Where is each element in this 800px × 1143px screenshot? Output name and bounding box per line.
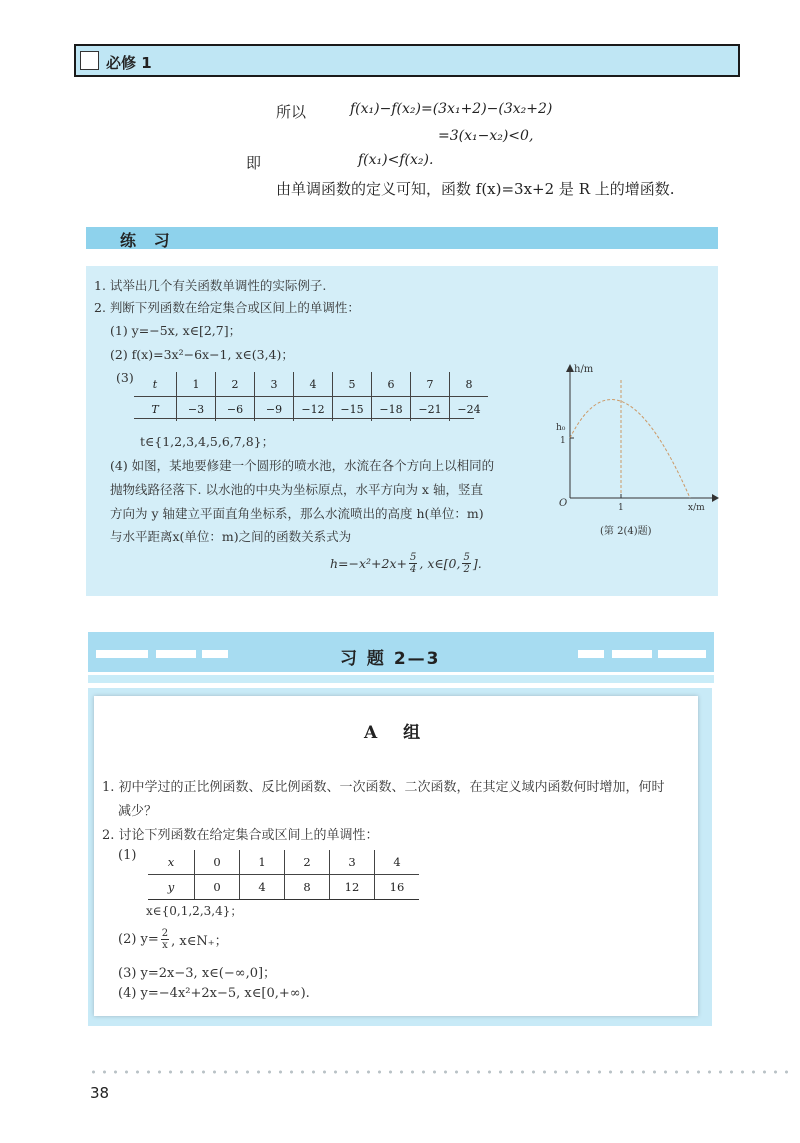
formula-part: , x∈[0,	[419, 556, 461, 571]
parabola-figure	[550, 358, 720, 548]
fraction-denominator: 4	[410, 564, 417, 575]
table-cell: −3	[177, 397, 216, 422]
fraction-numerator: 5	[410, 552, 417, 563]
table-cell: 12	[330, 875, 375, 900]
formula-fraction	[161, 928, 169, 951]
practice-q2-4-line3: 方向为 y 轴建立平面直角坐标系，那么水流喷出的高度 h(单位：m)	[110, 506, 484, 521]
fraction-numerator: 2	[161, 928, 169, 939]
table-head: y	[148, 875, 195, 900]
practice-divider	[86, 249, 718, 266]
exercise-q2-1-domain: x∈{0,1,2,3,4}；	[146, 904, 243, 918]
table-cell: −15	[333, 397, 372, 422]
header-square-icon	[80, 51, 99, 70]
table-cell: 4	[240, 875, 285, 900]
table-cell: 3	[330, 850, 375, 875]
table-head: x	[148, 850, 195, 875]
practice-q2-1: (1) y=−5x, x∈[2,7]；	[110, 323, 242, 338]
exercise-q2-2	[118, 928, 228, 951]
formula-fraction	[462, 552, 470, 575]
practice-q2-4-line2: 抛物线路径落下. 以水池的中央为坐标原点，水平方向为 x 轴，竖直	[110, 482, 483, 497]
proof-expr-1: f(x₁)−f(x₂)=(3x₁+2)−(3x₂+2)	[350, 101, 553, 117]
practice-q2-3-label: (3)	[116, 370, 134, 385]
footer-dotted-rule	[88, 1070, 792, 1074]
practice-q2-4-line4: 与水平距离x(单位：m)之间的函数关系式为	[110, 529, 352, 544]
table-cell: 3	[255, 372, 294, 397]
proof-label-3: 即	[246, 154, 262, 172]
table-cell: 0	[195, 875, 240, 900]
proof-expr-2: =3(x₁−x₂)<0,	[438, 128, 534, 144]
banner-dash	[96, 650, 148, 658]
table-cell: 4	[294, 372, 333, 397]
table-cell: 0	[195, 850, 240, 875]
table-cell: 6	[372, 372, 411, 397]
exercise-q2-1-label: (1)	[118, 848, 137, 863]
practice-title: 练 习	[120, 231, 176, 250]
y-one-label: 1	[560, 436, 566, 446]
formula-fraction	[409, 552, 417, 575]
group-a-title: A 组	[364, 723, 431, 743]
y-axis-arrow-icon	[566, 364, 574, 372]
fraction-numerator: 5	[463, 552, 470, 563]
practice-q1: 1. 试举出几个有关函数单调性的实际例子.	[94, 278, 327, 293]
proof-label-1: 所以	[276, 103, 307, 121]
exercise-q2: 2. 讨论下列函数在给定集合或区间上的单调性：	[102, 828, 379, 843]
table-row	[134, 372, 488, 397]
x-one-label: 1	[618, 503, 624, 513]
y-axis-label: h/m	[574, 364, 594, 375]
table-cell: −9	[255, 397, 294, 422]
banner-dash	[202, 650, 228, 658]
table-cell: 5	[333, 372, 372, 397]
table-bottom-rule	[134, 418, 474, 419]
practice-q2-2: (2) f(x)=3x²−6x−1, x∈(3,4)；	[110, 347, 294, 362]
table-cell: −21	[411, 397, 450, 422]
exercise-table	[148, 850, 419, 900]
table-cell: 16	[375, 875, 420, 900]
table-cell: 7	[411, 372, 450, 397]
practice-table	[134, 372, 488, 421]
practice-q2-3-domain: t∈{1,2,3,4,5,6,7,8}；	[140, 434, 275, 449]
exercise-q1-line1: 1. 初中学过的正比例函数、反比例函数、一次函数、二次函数，在其定义域内函数何时增加，何时	[102, 780, 665, 795]
fraction-denominator: x	[162, 940, 168, 951]
parabola-curve	[570, 400, 690, 498]
table-cell: −18	[372, 397, 411, 422]
figure-caption: (第 2(4)题)	[600, 526, 652, 537]
table-cell: 2	[216, 372, 255, 397]
table-cell: 8	[450, 372, 489, 397]
page-number: 38	[90, 1084, 110, 1102]
table-head: t	[134, 372, 177, 397]
header-title: 必修 1	[106, 54, 152, 72]
table-cell: 8	[285, 875, 330, 900]
practice-header-band	[86, 227, 718, 249]
table-cell: −12	[294, 397, 333, 422]
exercise-banner-title: 习 题 2—3	[340, 649, 441, 669]
formula-part: (2) y=	[118, 932, 159, 947]
h0-label: h₀	[556, 423, 566, 433]
origin-label: O	[559, 498, 568, 509]
table-row	[148, 875, 419, 900]
exercise-q1-line2: 减少？	[118, 804, 158, 819]
table-head: T	[151, 402, 159, 416]
header-bar	[74, 44, 740, 77]
table-cell: 1	[240, 850, 285, 875]
banner-dash	[612, 650, 652, 658]
formula-part: h=−x²+2x+	[330, 556, 408, 571]
banner-dash	[658, 650, 706, 658]
table-cell: 1	[177, 372, 216, 397]
table-cell: 2	[285, 850, 330, 875]
exercise-q2-3: (3) y=2x−3, x∈(−∞,0]；	[118, 966, 277, 981]
exercise-q2-4: (4) y=−4x²+2x−5, x∈[0,+∞).	[118, 986, 310, 1001]
table-cell: −6	[216, 397, 255, 422]
x-axis-label: x/m	[688, 503, 705, 513]
formula-part: ].	[472, 556, 482, 571]
fraction-denominator: 2	[463, 564, 470, 575]
proof-conclusion: 由单调函数的定义可知，函数 f(x)=3x+2 是 R 上的增函数.	[276, 180, 675, 198]
proof-expr-3: f(x₁)<f(x₂).	[358, 152, 434, 168]
practice-q2-4-line1: (4) 如图，某地要修建一个圆形的喷水池，水流在各个方向上以相同的	[110, 458, 495, 473]
x-axis-arrow-icon	[712, 494, 719, 502]
formula-part: , x∈N₊；	[171, 934, 228, 949]
table-cell: 4	[375, 850, 420, 875]
practice-q2: 2. 判断下列函数在给定集合或区间上的单调性：	[94, 300, 360, 315]
table-row	[148, 850, 419, 875]
banner-dash	[156, 650, 196, 658]
table-cell: −24	[450, 397, 489, 422]
practice-formula	[330, 552, 482, 575]
banner-strip	[88, 675, 714, 683]
banner-dash	[578, 650, 604, 658]
